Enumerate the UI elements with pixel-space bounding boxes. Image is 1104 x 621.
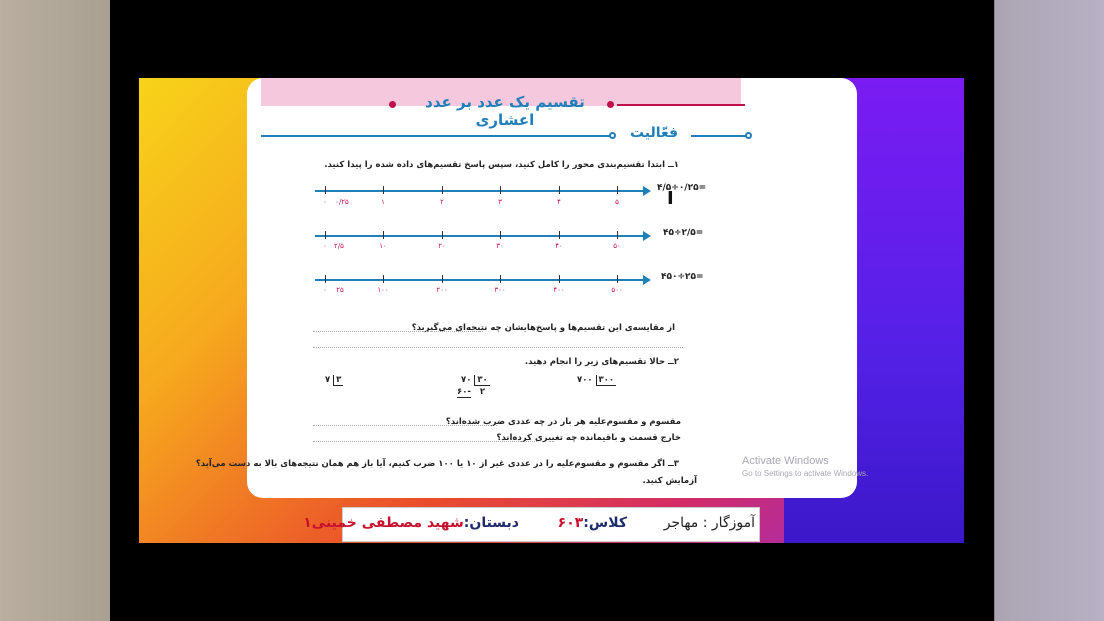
tick-label: ۵ (615, 198, 619, 206)
tick-label: ۳۰۰ (494, 286, 506, 294)
tick-label: ۲۵ (336, 286, 344, 294)
prompt-multiplied: مقسوم و مقسوم‌علیه هر بار در چه عددی ضرب شده‌اند؟ (445, 417, 681, 427)
activity-dot (745, 132, 752, 139)
prompt-change: خارج قسمت و باقیمانده چه تغییری کرده‌اند؟ (496, 433, 681, 443)
tick-label: ۰ (323, 198, 327, 206)
text-cursor-icon: I (667, 188, 674, 209)
tick-label: ۲۰ (438, 242, 446, 250)
tick-label: ۰/۲۵ (335, 198, 349, 206)
school-info: دبستان:شهید مصطفی خمینی۱ (303, 515, 519, 531)
school-value: شهید مصطفی خمینی۱ (303, 515, 464, 531)
activity-dot (609, 132, 616, 139)
tick-label: ۰ (323, 242, 327, 250)
equation-1: ۴/۵÷۰/۲۵= (657, 183, 707, 193)
tick-label: ۲۰۰ (436, 286, 448, 294)
activity-rule (261, 135, 611, 137)
question-1-text: ۱ــ ابتدا تقسیم‌بندی محور را کامل کنید، سپس پاسخ تقسیم‌های داده شده را پیدا کنید. (324, 160, 679, 170)
tick-label: ۵۰ (613, 242, 621, 250)
question-3-text-2: آزمایش کنید. (642, 476, 697, 486)
number-line-2 (315, 235, 645, 237)
tick-label: ۱ (381, 198, 385, 206)
activity-rule (691, 135, 751, 137)
division-c: ۷ ۳ (325, 375, 342, 385)
number-line-1 (315, 190, 645, 192)
lesson-title: تقسیم یک عدد بر عدد اعشاری (425, 93, 585, 129)
answer-line (313, 331, 483, 333)
division-b: ۷۰ ۳۰ (461, 375, 488, 385)
tick-label: ۲ (440, 198, 444, 206)
activate-windows-watermark (742, 455, 868, 478)
answer-line (313, 441, 537, 443)
equation-3: ۴۵۰÷۲۵= (661, 272, 704, 282)
compare-question: از مقایسه‌ی این تقسیم‌ها و پاسخ‌هایشان چه نتیجه‌ای می‌گیرید؟ (411, 323, 675, 333)
tick-label: ۴ (557, 198, 561, 206)
answer-line (313, 425, 497, 427)
watermark-title: Activate Windows (742, 455, 829, 467)
answer-line (313, 347, 683, 349)
question-3-text: ۳ــ اگر مقسوم و مقسوم‌علیه را در عددی غیر از ۱۰ یا ۱۰۰ ضرب کنیم، آیا باز هم همان نتیجه‌های بالا به دست می‌آید؟ (195, 459, 679, 469)
question-2-text: ۲ــ حالا تقسیم‌های زیر را انجام دهید. (524, 357, 679, 367)
teacher-name: مهاجر (663, 515, 699, 531)
equation-2: ۴۵÷۲/۵= (663, 228, 704, 238)
watermark-subtitle: Go to Settings to activate Windows. (742, 469, 869, 478)
textbook-page (195, 78, 857, 498)
teacher-label: آموزگار : مهاجر (663, 515, 755, 531)
division-b-work: ۶۰- ۲ (457, 387, 486, 397)
class-info: کلاس:۶۰۳ (557, 515, 627, 531)
number-line-3 (315, 279, 645, 281)
tick-label: ۱۰۰ (377, 286, 389, 294)
class-value: ۶۰۳ (557, 515, 584, 531)
activity-heading: فعّالیت (629, 125, 679, 141)
tick-label: ۱۰ (379, 242, 387, 250)
title-rule-right (617, 104, 745, 106)
tick-label: ۵۰۰ (611, 286, 623, 294)
tick-label: ۴۰ (555, 242, 563, 250)
division-a: ۷۰۰ ۳۰۰ (577, 375, 615, 385)
teacher-info-bar (303, 507, 760, 542)
tick-label: ۳ (498, 198, 502, 206)
tick-label: ۳۰ (496, 242, 504, 250)
tick-label: ۲/۵ (334, 242, 344, 250)
tick-label: ۰ (323, 286, 327, 294)
tick-label: ۴۰۰ (553, 286, 565, 294)
